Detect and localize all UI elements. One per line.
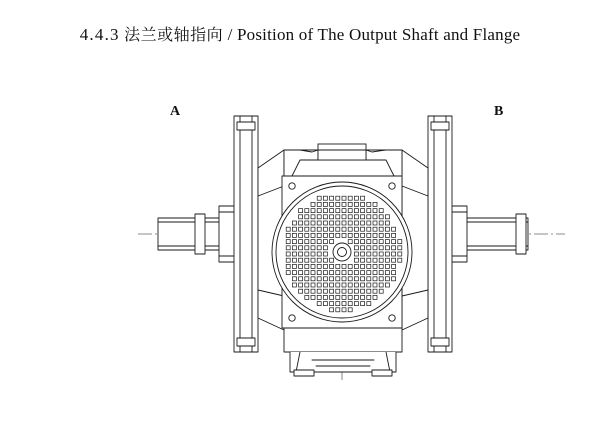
section-title-separator: /	[223, 25, 238, 44]
section-title-english: Position of The Output Shaft and Flange	[237, 25, 521, 44]
right-output-shaft	[466, 214, 528, 254]
section-number: 4.4.3	[79, 25, 120, 44]
label-a: A	[170, 104, 181, 119]
section-title-chinese: 法兰或轴指向	[124, 25, 224, 44]
label-b: B	[494, 104, 504, 119]
left-flange	[234, 116, 258, 352]
terminal-box	[318, 144, 366, 160]
right-flange	[428, 116, 452, 352]
left-output-shaft	[158, 214, 220, 254]
